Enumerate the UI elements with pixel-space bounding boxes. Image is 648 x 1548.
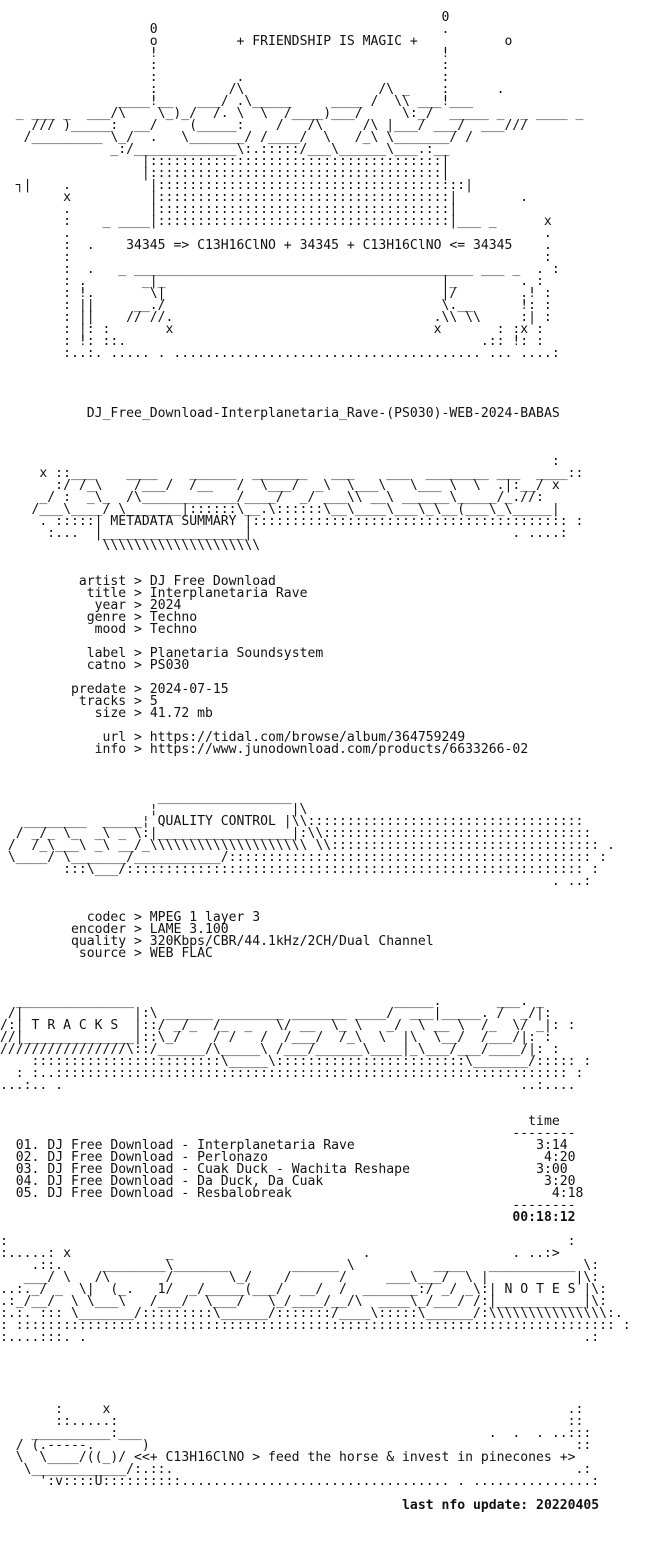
ascii-art: \\\\\\\\\\\\\\\\\\\\ — [0, 538, 261, 553]
metadata-row: tracks > 5 — [78, 694, 158, 709]
label-value: Planetaria Soundsystem — [149, 646, 324, 661]
info-value: https://www.junodownload.com/products/6633266-02 — [149, 742, 529, 757]
ascii-art: :/ /_\ /___/ /__ / \___/ _\ \___\ \___ \ \ .|:__/ x — [0, 478, 560, 493]
tracklist-rule: -------- — [0, 1198, 576, 1213]
ascii-art: : /\ /\ _ : . — [0, 82, 505, 97]
ascii-art: :.:. ::: \_______/:::::::::\______/:::::::/____\:::::\______/:\\\\\\\\\\\\\\\:. — [0, 1306, 623, 1321]
ascii-art: ::.....: :: — [0, 1414, 584, 1429]
quality-row: encoder > LAME 3.100 — [70, 922, 229, 937]
ascii-art: :.....: x _ . . ..:> — [0, 1246, 560, 1261]
ascii-art: . |:::::::::::::::::::::::::::::::::::::| — [0, 202, 458, 217]
ascii-art: /:| T R A C K S |::/ _/_ /_ _ \/ __ \_ \ _/ \ __ \ /_ \/ _|: : — [0, 1018, 576, 1033]
ascii-art: : _ ____|:::::::::::::::::::::::::::::::::::::|___ _ x — [0, 214, 552, 229]
ascii-art: x |:::::::::::::::::::::::::::::::::::::| . — [0, 190, 529, 205]
ascii-art: o + FRIENDSHIP IS MAGIC + o — [0, 34, 513, 49]
ascii-art: _ ___ _ ___/\ \_)_/ /. \ \ /____)___/ \:_/ _____ _ _ ____ _ — [0, 106, 584, 121]
genre-value: Techno — [149, 610, 198, 625]
ascii-art: . :::::| METADATA SUMMARY |:::::::::::::::::::::::::::::::::::::::: : — [0, 514, 584, 529]
track-number: 05. — [15, 1186, 40, 1201]
ascii-art: _________________ — [0, 790, 292, 805]
ascii-art: : : — [0, 1234, 576, 1249]
ascii-art: x ::___ ____ ______ _______ ___ ___ ________ ___ ____:: — [0, 466, 584, 481]
ascii-art: / _/_ \_ _\ _ \:|_________________|:\\:::::::::::::::::::::::::::::::::: — [0, 826, 592, 841]
ascii-art: __________:___ . . . ..::: — [0, 1426, 592, 1441]
field-label: tracks — [78, 694, 127, 709]
ascii-art: : . : — [0, 70, 450, 85]
ascii-art: : : — [0, 58, 450, 73]
track-title: DJ Free Download - Resbalobreak — [47, 1186, 292, 1201]
ascii-art: / /_\___\ _\ __/_\\\\\\\\\\\\\\\\\\\\ \\:::::::::::::::::::::::::::::::::: . — [0, 838, 615, 853]
ascii-art: / (.-----. ) :: — [0, 1438, 592, 1453]
release-line — [0, 408, 631, 420]
ascii-art: /_________ \_/ . \_______/ /____/ \ /_\ \_______/ / — [0, 130, 473, 145]
field-label: title — [86, 586, 127, 601]
ascii-art: : — [0, 454, 560, 469]
field-label: quality — [70, 934, 127, 949]
time-header: time — [528, 1114, 560, 1129]
metadata-title: METADATA SUMMARY — [110, 514, 237, 529]
title-value: Interplanetaria Rave — [149, 586, 308, 601]
ascii-art: \____________/:.::. .: — [0, 1462, 592, 1477]
artist-value: DJ Free Download — [149, 574, 276, 589]
ascii-art: :::\___/:::::::::::::::::::::::::::::::::::::::::::::::::::::::::: : — [0, 862, 600, 877]
ascii-art: : || // //. .\\ \\ :| : — [0, 310, 552, 325]
mood-value: Techno — [149, 622, 198, 637]
ascii-art: _______________ _____. ___. _ — [0, 994, 544, 1009]
track-time: 4:18 — [551, 1186, 584, 1201]
notes-title: N O T E S — [504, 1282, 576, 1297]
ascii-art: /| |:\ ______ ________ _______ ____/ ___|_____. / _/|: — [0, 1006, 552, 1021]
ascii-art: ┐| . |:::::::::::::::::::::::::::::::::::::::| — [0, 178, 473, 193]
metadata-row: catno > PS030 — [86, 658, 190, 673]
ascii-art: //|______________|::\_/ / / / /___/ /_\ \ |\ \__/ /___/|: : — [0, 1030, 552, 1045]
total-time: 00:18:12 — [512, 1210, 576, 1225]
ascii-art: : || __./ \.__ !: : — [0, 298, 552, 313]
quality-title: QUALITY CONTROL — [157, 814, 276, 829]
track-time: 3:00 — [536, 1162, 568, 1177]
field-label: codec — [86, 910, 127, 925]
field-label: label — [86, 646, 127, 661]
tracks-value: 5 — [149, 694, 158, 709]
source-value: WEB FLAC — [149, 946, 213, 961]
ascii-art: ____!__ ___/ .\_____ ____ / \\ ___!___ — [0, 94, 473, 109]
track-number: 02. — [15, 1150, 40, 1165]
track-title: DJ Free Download - Interplanetaria Rave — [47, 1138, 355, 1153]
ascii-art: ::::::::::::::::::::::::\_____\::::::::::::::::::::::::\_______/::::: : — [0, 1054, 592, 1069]
release-name: DJ_Free_Download-Interplanetaria_Rave-(PS030)-WEB-2024-BABAS — [86, 406, 560, 421]
field-label: artist — [78, 574, 127, 589]
ascii-art: ! ! — [0, 46, 450, 61]
ascii-art: /___\____/ \_______|::::::\__.\::::::\__\____\___\_\__(___\_\_____| — [0, 502, 560, 517]
metadata-row: url > https://tidal.com/browse/album/364759249 — [102, 730, 466, 745]
ascii-art: : . 34345 => C13H16ClNO + 34345 + C13H16ClNO <= 34345 . — [0, 238, 552, 253]
tracks-title: T R A C K S — [31, 1018, 119, 1033]
metadata-row: artist > DJ Free Download — [78, 574, 276, 589]
ascii-art: :... |__________________| . ....: — [0, 526, 568, 541]
track-number: 04. — [15, 1174, 40, 1189]
metadata-row: title > Interplanetaria Rave — [86, 586, 308, 601]
ascii-art: ////////////////\::/______/\_____\ /___/______\____|_\___/___/____/|: : — [0, 1042, 560, 1057]
track-title: DJ Free Download - Perlonazo — [47, 1150, 269, 1165]
ascii-art: .::. ________\_______ ______ \ ____ ___________ \: — [0, 1258, 600, 1273]
last-update: last nfo update: 20220405 — [402, 1498, 600, 1513]
quality-row: source > WEB FLAC — [78, 946, 213, 961]
footer-update-line — [0, 1500, 631, 1512]
ascii-art: ¦ |\ — [0, 802, 308, 817]
ascii-art: \____/ \_______/___________/:::::::::::::::::::::::::::::::::::::::::::::: : — [0, 850, 607, 865]
metadata-row: predate > 2024-07-15 — [70, 682, 229, 697]
footer-slogan: <<+ C13H16ClNO > feed the horse & invest in pinecones +> — [134, 1450, 576, 1465]
track-time: 3:20 — [543, 1174, 576, 1189]
ascii-art: |:::::::::::::::::::::::::::::::::::::| — [0, 154, 450, 169]
tracklist-rule: -------- — [0, 1126, 576, 1141]
ascii-art: ...:.. . ..:.... — [0, 1078, 576, 1093]
ascii-art: ..:._/ _ \| (_. 1/ _/_____(___/ __/ / _______:/ _/ _\:| N O T E S |\: — [0, 1282, 608, 1297]
ascii-art: ___/ \ /\ / \_/ / / ___\___/ \ | |\: — [0, 1270, 600, 1285]
field-label: url — [102, 730, 127, 745]
track-number: 03. — [15, 1162, 40, 1177]
size-value: 41.72 mb — [149, 706, 213, 721]
metadata-row: year > 2024 — [94, 598, 182, 613]
catno-value: PS030 — [149, 658, 190, 673]
field-label: mood — [94, 622, 127, 637]
track-number: 01. — [15, 1138, 40, 1153]
ascii-art: : . _ ___________________________________________ ___ _ . : — [0, 262, 560, 277]
year-value: 2024 — [149, 598, 182, 613]
field-label: catno — [86, 658, 127, 673]
ascii-art: _:/_____________\:.:::::/___\______\___.:__ — [0, 142, 450, 157]
ascii-art: : : — [0, 250, 552, 265]
track-title: DJ Free Download - Cuak Duck - Wachita Reshape — [47, 1162, 410, 1177]
ascii-art: : . _|_ |_ . : — [0, 274, 544, 289]
field-label: size — [94, 706, 127, 721]
ascii-art: : :::::::::::::::::::::::::::::::::::::::::::::::::::::::::::::::::::::::::::: : — [0, 1318, 631, 1333]
ascii-art: 0 — [0, 10, 450, 25]
tracklist-total — [0, 1212, 631, 1224]
track-time: 4:20 — [543, 1150, 576, 1165]
url-value: https://tidal.com/browse/album/364759249 — [149, 730, 466, 745]
quality-value: 320Kbps/CBR/44.1kHz/2CH/Dual Channel — [149, 934, 434, 949]
quality-row: codec > MPEG 1 layer 3 — [86, 910, 261, 925]
predate-value: 2024-07-15 — [149, 682, 229, 697]
field-label: info — [94, 742, 127, 757]
track-time: 3:14 — [536, 1138, 568, 1153]
ascii-art: ________ _____¦ QUALITY CONTROL |\\::::::::::::::::::::::::::::::::::: — [0, 814, 584, 829]
header-formula: 34345 => C13H16ClNO + 34345 + C13H16ClNO <= 34345 — [126, 238, 513, 253]
ascii-art: /// )_____: __/ (_____: / /\ /\ |___/ ___/ ___/// — [0, 118, 529, 133]
ascii-art: . . — [0, 226, 552, 241]
footer-line: \ \____/((_)/ <<+ C13H16ClNO > feed the horse & invest in pinecones +> — [0, 1450, 576, 1465]
ascii-art: |:::::::::::::::::::::::::::::::::::::| — [0, 166, 450, 181]
metadata-row: size > 41.72 mb — [94, 706, 213, 721]
ascii-art: .:_/__/ \ \___\ /___/ \___/ \_/____/__/\ ____\_/___/ /:|___________|\: — [0, 1294, 607, 1309]
metadata-row: info > https://www.junodownload.com/products/6633266-02 — [94, 742, 529, 757]
codec-value: MPEG 1 layer 3 — [149, 910, 261, 925]
field-label: year — [94, 598, 127, 613]
field-label: genre — [86, 610, 127, 625]
ascii-art: : !. \| |/ .! : — [0, 286, 552, 301]
field-label: source — [78, 946, 127, 961]
ascii-art: :..:. ..... . ....................................... ... ....: — [0, 346, 560, 361]
header-tagline: + FRIENDSHIP IS MAGIC + — [236, 34, 418, 49]
track-title: DJ Free Download - Da Duck, Da Cuak — [47, 1174, 324, 1189]
ascii-art: . ..: — [0, 874, 592, 889]
metadata-row: mood > Techno — [94, 622, 198, 637]
quality-row: quality > 320Kbps/CBR/44.1kHz/2CH/Dual Channel — [70, 934, 434, 949]
ascii-art: : :..::::::::::::::::::::::::::::::::::::::::::::::::::::::::::::::::: : — [0, 1066, 584, 1081]
metadata-row: genre > Techno — [86, 610, 198, 625]
metadata-row: label > Planetaria Soundsystem — [86, 646, 324, 661]
ascii-art: : x .: — [0, 1402, 584, 1417]
ascii-art: ':v::::U::::::::::.................................. . ...............: — [0, 1474, 600, 1489]
field-label: predate — [70, 682, 127, 697]
ascii-art: :....:::. . .: — [0, 1330, 600, 1345]
ascii-art: _/ : _\_ /\____________/____/ _/ ___\\ __\ ______\_____/_.//: — [0, 490, 544, 505]
ascii-art: 0 . — [0, 22, 450, 37]
ascii-art: : !: ::. .:: !: : — [0, 334, 544, 349]
field-label: encoder — [70, 922, 127, 937]
ascii-art: : |: : x x : :x : — [0, 322, 544, 337]
encoder-value: LAME 3.100 — [149, 922, 229, 937]
